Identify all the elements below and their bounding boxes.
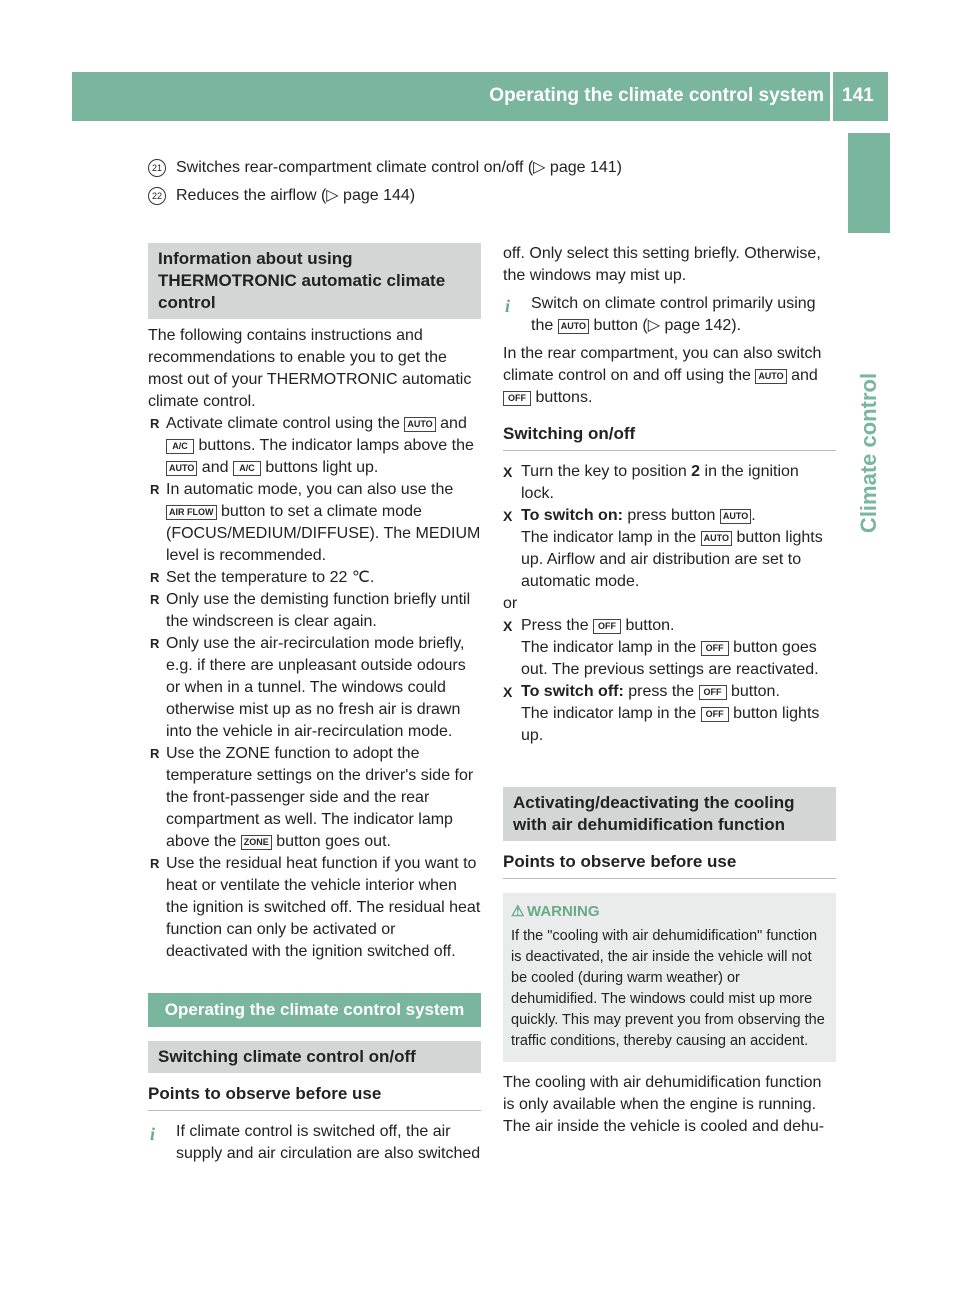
warning-heading: ⚠ WARNING: [511, 903, 600, 920]
side-tab-marker: [848, 133, 890, 233]
left-column: [148, 243, 481, 1165]
cooling-heading: Activating/deactivating the cooling with air dehumidification function: [503, 787, 836, 841]
ac-button-icon: A/C: [166, 439, 194, 454]
auto-button-icon: AUTO: [558, 319, 589, 334]
auto-button-icon: AUTO: [755, 369, 786, 384]
info-note: i If climate control is switched off, the air supply and air circulation are also switched: [150, 1123, 481, 1162]
step-item: X To switch on: press button AUTO . The indicator lamp in the AUTO button lights up. Airflow and air distribution are set to automatic mode.: [503, 505, 836, 593]
rear-paragraph: In the rear compartment, you can also switch climate control on and off using the AUTO and OFF buttons.: [503, 345, 822, 406]
observe-heading: Points to observe before use: [503, 851, 836, 879]
auto-button-icon: AUTO: [166, 461, 197, 476]
auto-button-icon: AUTO: [701, 531, 732, 546]
step-item: X Press the OFF button. The indicator lamp in the OFF button goes out. The previous settings are reactivated.: [503, 615, 836, 681]
warning-box: [503, 893, 836, 1062]
bullet-item: R In automatic mode, you can also use the AIR FLOW button to set a climate mode (FOCUS/MEDIUM/DIFFUSE). The MEDIUM level is recommended.: [148, 479, 481, 567]
info-icon: i: [150, 1124, 156, 1144]
side-chapter-label: Climate control: [856, 372, 881, 534]
warning-icon: ⚠: [511, 903, 525, 920]
callout-number: 21: [148, 159, 166, 177]
off-button-icon: OFF: [503, 391, 531, 406]
callout-number: 22: [148, 187, 166, 205]
bullet-item: R Use the residual heat function if you want to heat or ventilate the vehicle interior when the ignition is switched off. The residual heat function can only be activated or deactivated with the ignition switched off.: [148, 853, 481, 963]
continued-text: off. Only select this setting briefly. Otherwise, the windows may mist up.: [503, 245, 821, 284]
bullet-item: R Only use the demisting function briefly until the windscreen is clear again.: [148, 589, 481, 633]
final-paragraph: The cooling with air dehumidification function is only available when the engine is running. The air inside the vehicle is cooled and dehu-: [503, 1074, 825, 1135]
step-item: X Turn the key to position 2 in the ignition lock.: [503, 461, 836, 505]
or-text: or: [503, 595, 518, 612]
legend-item: 22 Reduces the airflow (▷ page 144): [148, 185, 828, 207]
off-button-icon: OFF: [699, 685, 727, 700]
section-heading: Operating the climate control system: [148, 993, 481, 1027]
auto-button-icon: AUTO: [720, 509, 751, 524]
info-icon: i: [505, 296, 511, 316]
info-heading: Information about using THERMOTRONIC automatic climate control: [148, 243, 481, 319]
legend-list: [148, 157, 828, 213]
bullet-item: R Only use the air-recirculation mode briefly, e.g. if there are unpleasant outside odours or when in a tunnel. The windows could otherwise mist up as no fresh air is drawn into the vehicle in air-recirculation mode.: [148, 633, 481, 743]
page-title: Operating the climate control system: [489, 85, 824, 106]
off-button-icon: OFF: [701, 707, 729, 722]
observe-heading: Points to observe before use: [148, 1083, 481, 1111]
off-button-icon: OFF: [593, 619, 621, 634]
airflow-button-icon: AIR FLOW: [166, 505, 217, 520]
info-note: i Switch on climate control primarily using the AUTO button (▷ page 142).: [505, 295, 816, 334]
legend-item: 21 Switches rear-compartment climate control on/off (▷ page 141): [148, 157, 828, 179]
bullet-item: R Use the ZONE function to adopt the temperature settings on the driver's side for the front-passenger side and the rear compartment as well. The indicator lamp above the ZONE button goes out.: [148, 743, 481, 853]
ac-button-icon: A/C: [233, 461, 261, 476]
sub-heading: Switching climate control on/off: [148, 1041, 481, 1073]
auto-button-icon: AUTO: [404, 417, 435, 432]
bullet-item: R Activate climate control using the AUTO and A/C buttons. The indicator lamps above the AUTO and A/C buttons light up.: [148, 413, 481, 479]
zone-button-icon: ZONE: [241, 835, 272, 850]
switching-heading: Switching on/off: [503, 423, 836, 451]
bullet-item: R Set the temperature to 22 ℃.: [148, 567, 481, 589]
intro-paragraph: The following contains instructions and recommendations to enable you to get the most out of your THERMOTRONIC automatic climate control.: [148, 327, 472, 410]
page-number: 141: [842, 85, 874, 106]
off-button-icon: OFF: [701, 641, 729, 656]
header-separator: [830, 72, 833, 121]
right-column: [503, 243, 836, 1138]
step-item: X To switch off: press the OFF button. The indicator lamp in the OFF button lights up.: [503, 681, 836, 747]
warning-text: If the "cooling with air dehumidification" function is deactivated, the air inside the vehicle will not be cooled (during warm weather) or dehumidified. The windows could mist up more quickly. This may prevent you from observing the traffic conditions, thereby causing an accident.: [511, 928, 825, 1049]
